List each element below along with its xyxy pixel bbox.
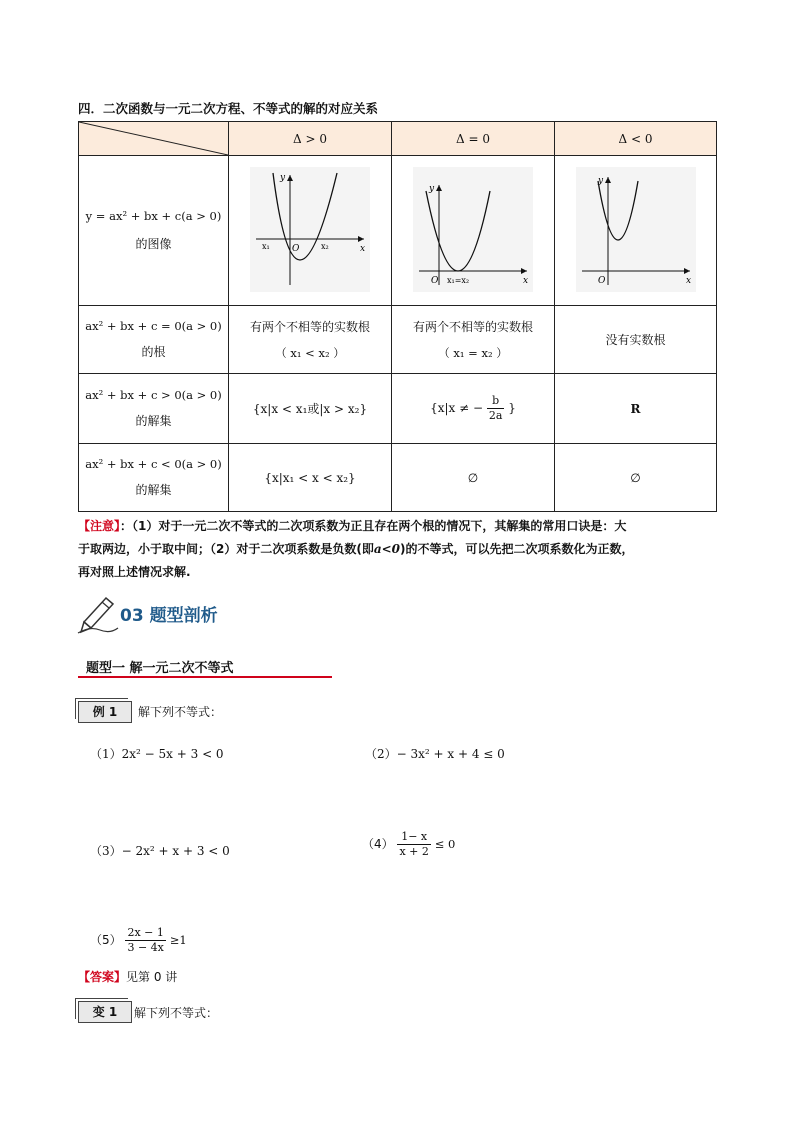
note-tag: 【注意】 [78, 519, 121, 533]
section-title: 四．二次函数与一元二次方程、不等式的解的对应关系 [78, 101, 379, 116]
graph1-y-label: y [280, 172, 286, 183]
question-5-fraction [125, 926, 165, 955]
question-4-prefix: （4） [362, 837, 394, 851]
lt-solution-no-root: ∅ [555, 444, 717, 512]
note-line1: ：（1）对于一元二次不等式的二次项系数为正且存在两个根的情况下，其解集的常用口诀是：大 [120, 519, 627, 533]
table-row-graph [79, 156, 717, 306]
graph3-origin: O [597, 275, 605, 286]
graph2-root: x₁=x₂ [447, 275, 470, 285]
roots-cell-none-text: 没有实数根 [605, 333, 666, 347]
graph1-root1: x₁ [262, 241, 270, 251]
parabola-one-root-graph [413, 167, 533, 292]
question-4-suffix: ≤ 0 [434, 837, 456, 851]
parabola-two-roots-graph [250, 167, 370, 292]
question-2: （2）− 3x² + x + 4 ≤ 0 [365, 747, 505, 761]
row-label-lt [79, 444, 229, 512]
type1-title: 题型一 解一元二次不等式 [86, 661, 234, 676]
row-label-graph-math: y = ax² + bx + c(a > 0) [85, 209, 222, 223]
roots-cell-one-text: 有两个不相等的实数根 [412, 320, 533, 334]
type1-underline [78, 676, 332, 678]
variant1-prompt: 解下列不等式： [134, 1006, 219, 1020]
roots-cell-one [392, 306, 555, 374]
question-1: （1）2x² − 5x + 3 < 0 [90, 747, 224, 761]
table-row-roots [79, 306, 717, 374]
graph-cell-no-root [555, 156, 717, 306]
roots-cell-none [555, 306, 717, 374]
header-delta-zero: Δ = 0 [392, 122, 555, 156]
header-delta-negative: Δ < 0 [555, 122, 717, 156]
graph3-x-label: x [685, 275, 691, 286]
variant1-label: 变 1 [78, 1001, 132, 1023]
parabola-no-root-graph [576, 167, 696, 292]
table-header-row [79, 122, 717, 156]
section-heading: 03 题型剖析 [120, 606, 218, 626]
row-label-lt-text: 的解集 [135, 483, 172, 497]
question-5-prefix: （5） [90, 933, 122, 947]
graph2-origin: O [431, 275, 439, 286]
note-paragraph [78, 515, 728, 584]
note-line2: 于取两边，小于取中间；（2）对于二次项系数是负数(即 [78, 542, 374, 556]
question-4-denominator: x + 2 [399, 845, 429, 858]
graph1-x-label: x [360, 243, 366, 254]
header-delta-positive: Δ > 0 [229, 122, 392, 156]
table-row-lt-solution [79, 444, 717, 512]
roots-cell-one-cond: （ x₁ = x₂ ） [438, 346, 508, 360]
roots-cell-two-cond: （ x₁ < x₂ ） [275, 346, 345, 360]
graph2-x-label: x [523, 275, 529, 286]
gt-solution-close-brace: } [508, 401, 516, 415]
graph-cell-one-root [392, 156, 555, 306]
pencil-icon [76, 592, 120, 634]
gt-fraction-denominator: 2a [488, 409, 503, 422]
row-label-roots [79, 306, 229, 374]
answer-line [78, 968, 177, 985]
example1-label: 例 1 [78, 701, 132, 723]
note-a-lt: a<0 [373, 542, 401, 556]
question-5 [90, 926, 187, 955]
roots-cell-two [229, 306, 392, 374]
row-label-gt-math: ax² + bx + c > 0(a > 0) [85, 388, 222, 402]
row-label-graph [79, 156, 229, 306]
question-3: （3）− 2x² + x + 3 < 0 [90, 844, 230, 858]
note-line3: 再对照上述情况求解. [78, 565, 191, 579]
question-5-suffix: ≥1 [169, 933, 187, 947]
gt-fraction-numerator: b [487, 394, 505, 409]
gt-solution-one-root [392, 374, 555, 444]
table-row-gt-solution [79, 374, 717, 444]
graph-cell-two-roots [229, 156, 392, 306]
gt-solution-two-roots: {x|x < x₁或|x > x₂} [229, 374, 392, 444]
answer-text: 见第 0 讲 [126, 970, 178, 984]
gt-solution-fraction [487, 394, 505, 423]
row-label-gt-text: 的解集 [135, 414, 172, 428]
row-label-gt [79, 374, 229, 444]
answer-tag: 【答案】 [78, 970, 127, 984]
row-label-lt-math: ax² + bx + c < 0(a > 0) [85, 457, 222, 471]
question-5-numerator: 2x − 1 [127, 926, 164, 939]
gt-solution-one-root-prefix: {x|x ≠ − [430, 401, 484, 415]
question-5-denominator: 3 − 4x [127, 941, 164, 954]
row-label-graph-text: 的图像 [135, 237, 172, 251]
row-label-roots-math: ax² + bx + c = 0(a > 0) [85, 319, 222, 333]
graph2-y-label: y [429, 183, 435, 194]
graph1-root2: x₂ [321, 241, 329, 251]
lt-solution-two-roots: {x|x₁ < x < x₂} [229, 444, 392, 512]
gt-solution-no-root: R [555, 374, 717, 444]
lt-solution-one-root: ∅ [392, 444, 555, 512]
graph3-y-label: y [597, 175, 603, 186]
roots-cell-two-text: 有两个不相等的实数根 [249, 320, 370, 334]
note-line2b: )的不等式，可以先把二次项系数化为正数， [400, 542, 634, 556]
example1-prompt: 解下列不等式： [138, 705, 223, 719]
diagonal-header-cell [79, 122, 229, 156]
relation-table [78, 121, 717, 512]
question-4-fraction [397, 830, 430, 859]
row-label-roots-text: 的根 [141, 345, 166, 359]
question-4-numerator: 1− x [397, 830, 430, 845]
question-4 [362, 830, 455, 859]
graph1-origin: O [292, 243, 300, 254]
